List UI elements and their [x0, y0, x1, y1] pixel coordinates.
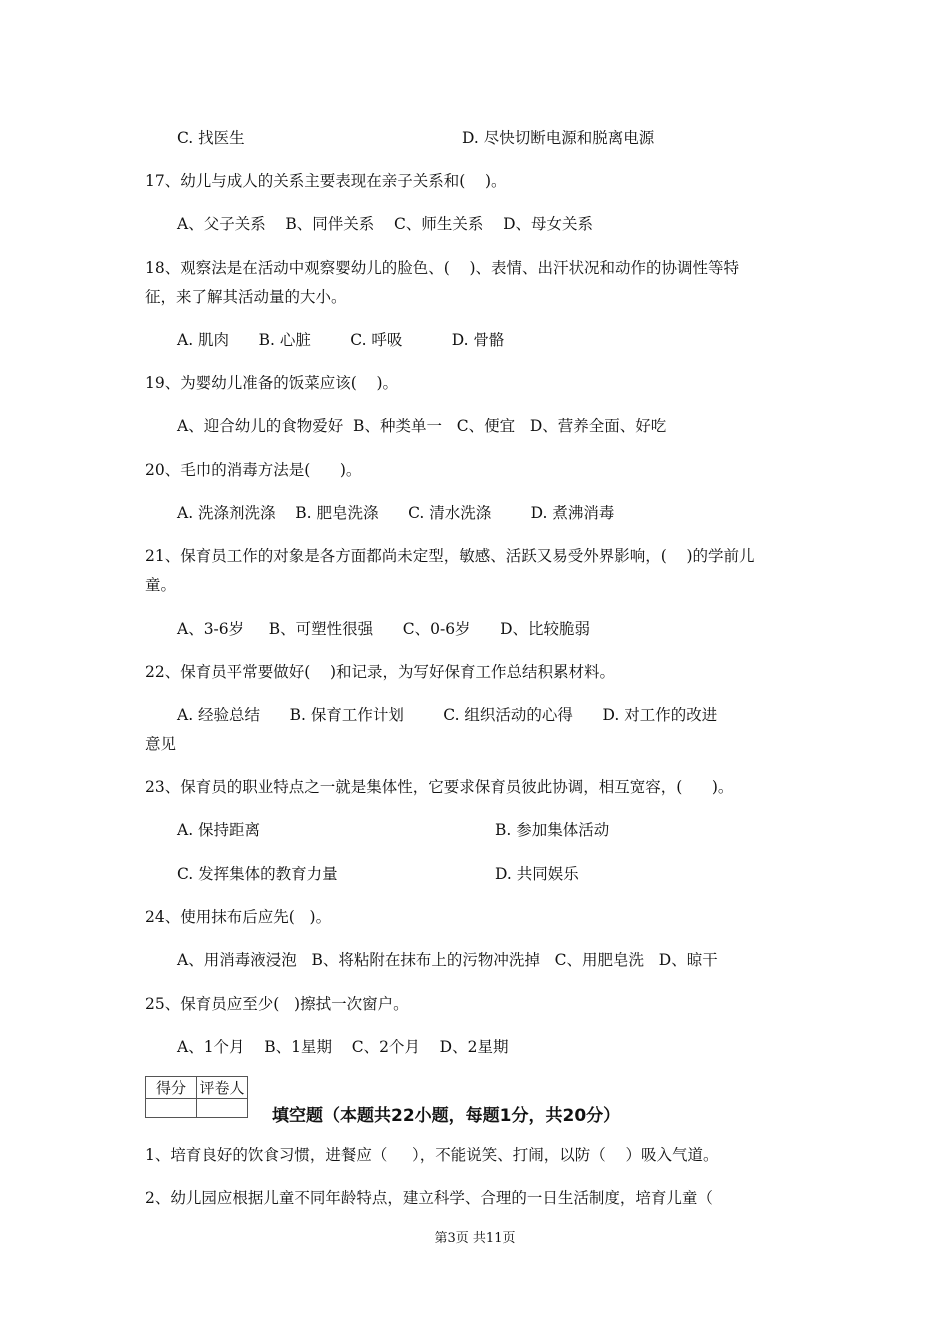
- q23-option-c: C. 发挥集体的教育力量: [177, 865, 338, 883]
- q19-text: 19、为婴幼儿准备的饭菜应该( )。: [145, 374, 399, 392]
- q22-text: 22、保育员平常要做好( )和记录，为写好保育工作总结积累材料。: [145, 663, 616, 681]
- section-title: 填空题（本题共22小题，每题1分，共20分）: [272, 1106, 621, 1126]
- q16-option-d: D. 尽快切断电源和脱离电源: [462, 129, 655, 147]
- fill-question-2: 2、幼儿园应根据儿童不同年龄特点，建立科学、合理的一日生活制度，培育儿童（: [145, 1189, 713, 1207]
- q18-text-line1: 18、观察法是在活动中观察婴幼儿的脸色、( )、表情、出汗状况和动作的协调性等特: [145, 259, 740, 277]
- q21-text-line2: 童。: [145, 576, 177, 594]
- q22-options-cont: 意见: [145, 735, 177, 753]
- q17-text: 17、幼儿与成人的关系主要表现在亲子关系和( )。: [145, 172, 507, 190]
- q23-option-d: D. 共同娱乐: [495, 865, 579, 883]
- q24-text: 24、使用抹布后应先( )。: [145, 908, 332, 926]
- q23-text: 23、保育员的职业特点之一就是集体性，它要求保育员彼此协调，相互宽容，( )。: [145, 778, 734, 796]
- score-header: 得分: [146, 1077, 197, 1099]
- grader-cell: [197, 1099, 248, 1118]
- q24-options: A、用消毒液浸泡 B、将粘附在抹布上的污物冲洗掉 C、用肥皂洗 D、晾干: [177, 951, 718, 969]
- q16-option-c: C. 找医生: [177, 129, 245, 147]
- q25-options: A、1个月 B、1星期 C、2个月 D、2星期: [177, 1038, 509, 1056]
- grader-header: 评卷人: [197, 1077, 248, 1099]
- q23-option-b: B. 参加集体活动: [495, 821, 610, 839]
- score-table: [145, 1076, 248, 1118]
- q17-options: A、父子关系 B、同伴关系 C、师生关系 D、母女关系: [177, 215, 593, 233]
- q22-options: A. 经验总结 B. 保育工作计划 C. 组织活动的心得 D. 对工作的改进: [177, 706, 718, 724]
- q19-options: A、迎合幼儿的食物爱好 B、种类单一 C、便宜 D、营养全面、好吃: [177, 417, 667, 435]
- page-footer: 第3页 共11页: [434, 1231, 516, 1246]
- q21-options: A、3-6岁 B、可塑性很强 C、0-6岁 D、比较脆弱: [177, 620, 591, 638]
- q21-text-line1: 21、保育员工作的对象是各方面都尚未定型，敏感、活跃又易受外界影响，( )的学前儿: [145, 547, 755, 565]
- q18-options: A. 肌肉 B. 心脏 C. 呼吸 D. 骨骼: [177, 331, 505, 349]
- q18-text-line2: 征，来了解其活动量的大小。: [145, 288, 347, 306]
- fill-question-1: 1、培育良好的饮食习惯，进餐应（ ），不能说笑、打闹，以防（ ）吸入气道。: [145, 1146, 719, 1164]
- score-cell: [146, 1099, 197, 1118]
- q23-option-a: A. 保持距离: [177, 821, 261, 839]
- q25-text: 25、保育员应至少( )擦拭一次窗户。: [145, 995, 409, 1013]
- q20-text: 20、毛巾的消毒方法是( )。: [145, 461, 362, 479]
- q20-options: A. 洗涤剂洗涤 B. 肥皂洗涤 C. 清水洗涤 D. 煮沸消毒: [177, 504, 615, 522]
